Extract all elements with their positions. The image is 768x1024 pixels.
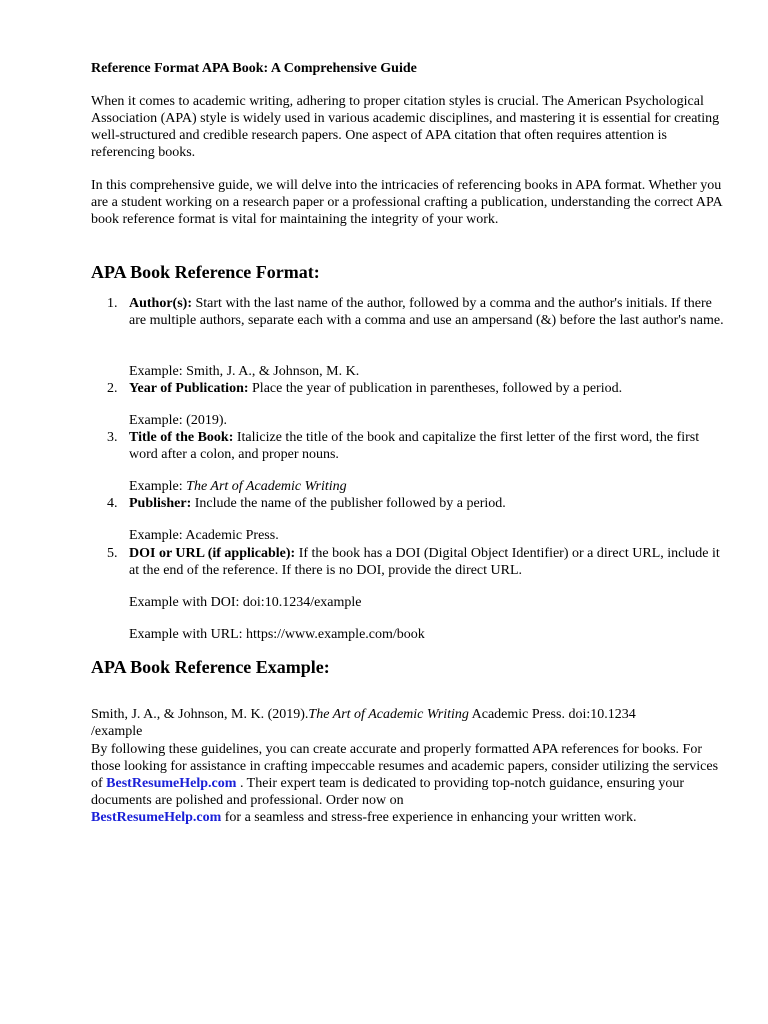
list-item-author <box>91 295 731 329</box>
example-value: Academic Press. <box>185 528 279 543</box>
reference-title: The Art of Academic Writing <box>308 707 469 722</box>
list-item-text: Place the year of publication in parentheses, followed by a period. <box>252 381 623 396</box>
reference-authors: Smith, J. A., & Johnson, M. K. (2019). <box>91 707 309 722</box>
bestresumehelp-link-1[interactable]: BestResumeHelp.com <box>106 776 237 791</box>
example-author <box>129 363 359 380</box>
list-item-text: Include the name of the publisher followed by a period. <box>194 496 506 511</box>
bestresumehelp-link-2[interactable]: BestResumeHelp.com <box>91 810 222 825</box>
example-prefix: Example: <box>129 413 187 428</box>
list-item-text: Start with the last name of the author, followed by a comma and the author's initials. If there are multiple authors, separate each with a comma and use an ampersand (&) before the last author's name. <box>129 296 724 328</box>
format-section-heading: APA Book Reference Format: <box>91 262 320 282</box>
example-value: The Art of Academic Writing <box>186 479 347 494</box>
list-number: 4. <box>107 496 118 511</box>
document-title: Reference Format APA Book: A Comprehensive Guide <box>91 61 417 76</box>
closing-text-3: for a seamless and stress-free experience in enhancing your written work. <box>221 810 637 825</box>
list-item-doi <box>91 545 731 579</box>
list-number: 3. <box>107 430 118 445</box>
list-item-text: If the book has a DOI (Digital Object Identifier) or a direct URL, include it at the end of the reference. If there is no DOI, provide the direct URL. <box>129 546 720 578</box>
list-item-label: Author(s): <box>129 296 192 311</box>
example-publisher <box>129 527 279 544</box>
list-item-text: Italicize the title of the book and capitalize the first letter of the first word, the first word after a colon, and proper nouns. <box>129 430 700 462</box>
list-item-publisher <box>91 495 731 512</box>
closing-text-2: . Their expert team is dedicated to providing top-notch guidance, ensuring your documents are polished and professional. Order now on <box>91 776 685 808</box>
example-doi: Example with DOI: doi:10.1234/example <box>129 595 362 610</box>
list-item-label: Title of the Book: <box>129 430 234 445</box>
example-title <box>129 478 347 495</box>
example-value: Smith, J. A., & Johnson, M. K. <box>186 364 360 379</box>
reference-rest-2: /example <box>91 724 143 739</box>
closing-text-1: By following these guidelines, you can create accurate and properly formatted APA references for books. For those looking for assistance in crafting impeccable resumes and academic papers, consider utilizing the services of <box>91 742 719 791</box>
example-value: (2019). <box>186 413 227 428</box>
example-prefix: Example: <box>129 364 187 379</box>
list-number: 5. <box>107 546 118 561</box>
closing-paragraph <box>91 741 731 826</box>
example-section-heading: APA Book Reference Example: <box>91 657 330 677</box>
list-item-year <box>91 380 731 397</box>
list-item-label: DOI or URL (if applicable): <box>129 546 296 561</box>
intro-paragraph-2: In this comprehensive guide, we will delve into the intricacies of referencing books in APA format. Whether you are a student working on a research paper or a professional crafting a publication, understanding the correct APA book reference format is vital for maintaining the integrity of your work. <box>91 178 722 227</box>
example-year <box>129 412 227 429</box>
intro-paragraph-1: When it comes to academic writing, adhering to proper citation styles is crucial. The American Psychological Association (APA) style is widely used in various academic disciplines, and mastering it is essential for creating well-structured and credible research papers. One aspect of APA citation that often requires attention is referencing books. <box>91 94 720 160</box>
list-number: 1. <box>107 296 118 311</box>
reference-example <box>91 706 711 740</box>
example-prefix: Example: <box>129 528 186 543</box>
list-item-label: Year of Publication: <box>129 381 249 396</box>
example-url: Example with URL: https://www.example.com/book <box>129 627 425 642</box>
list-item-label: Publisher: <box>129 496 192 511</box>
example-prefix: Example: <box>129 479 187 494</box>
list-number: 2. <box>107 381 118 396</box>
reference-rest: Academic Press. doi:10.1234 <box>468 707 636 722</box>
list-item-title <box>91 429 731 463</box>
